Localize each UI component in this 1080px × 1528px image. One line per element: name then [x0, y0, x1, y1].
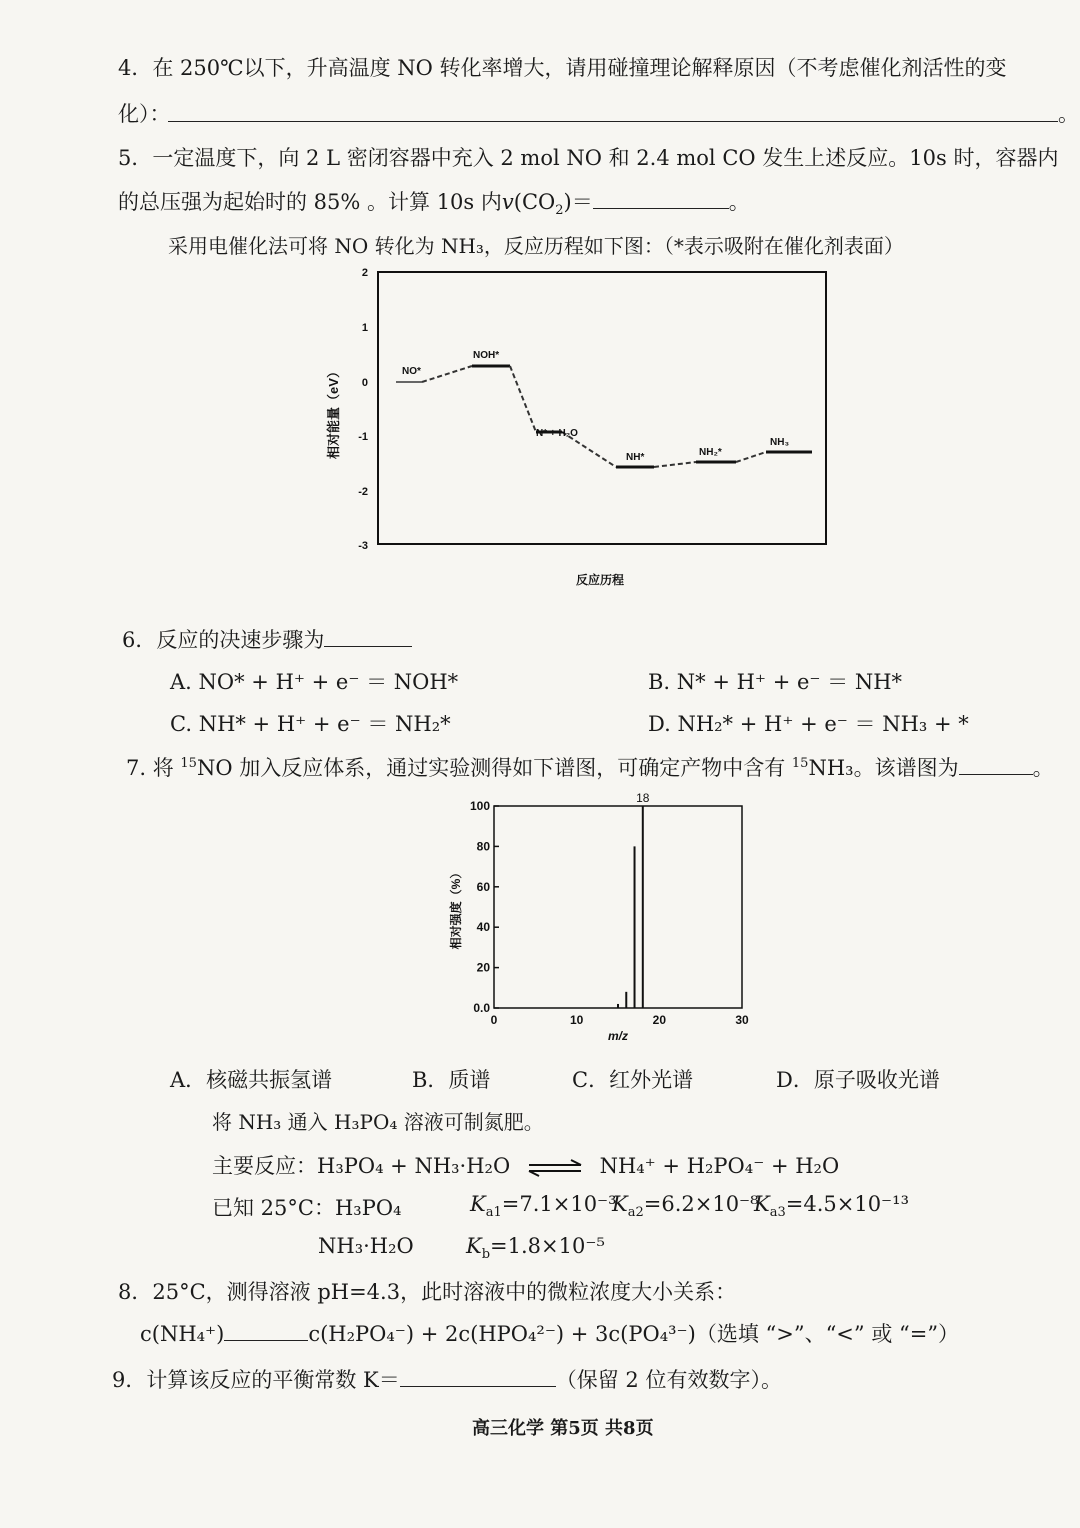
q7-option-b[interactable]: B．质谱	[412, 1068, 491, 1092]
ytick-m2: -2	[358, 486, 368, 498]
q4-label: 化）：	[118, 102, 171, 126]
ms-xtick: 0	[490, 1013, 498, 1027]
fert-ka1-value: =7.1×10⁻³	[501, 1192, 617, 1216]
fert-ka2: $K_{a2}=6.2\times 10^{-8}$	[612, 1192, 759, 1221]
fert-kb: $K_b=1.8\times 10^{-5}$	[466, 1234, 605, 1263]
q7-stem	[126, 752, 1054, 782]
q9-text: 9．计算该反应的平衡常数 K＝	[112, 1368, 400, 1392]
q7-end: 。	[1032, 756, 1054, 780]
peak-label: 18	[636, 791, 650, 805]
ytick-1: 1	[361, 322, 368, 334]
q9-answer-blank[interactable]	[400, 1386, 556, 1387]
label-nh2: NH₂*	[699, 447, 722, 458]
ms-ytick: 80	[476, 839, 490, 854]
q8-relation	[140, 1318, 959, 1348]
q4-end: 。	[1058, 102, 1079, 126]
fert-h3po4: H₃PO₄	[334, 1196, 402, 1220]
energy-xlabel: 反应历程	[575, 573, 625, 587]
q6-text: 6．反应的决速步骤为	[122, 628, 325, 652]
q7-sup-b: 15	[791, 756, 809, 771]
q6-option-c[interactable]	[170, 708, 451, 738]
ms-ytick: 0.0	[473, 1001, 490, 1015]
fert-known-text: 已知 25°C：	[212, 1196, 335, 1220]
equilibrium-arrow-icon	[525, 1158, 585, 1178]
fert-ka3: $K_{a3}=4.5\times 10^{-13}$	[754, 1192, 909, 1221]
q6-letter-b: B.	[648, 670, 671, 694]
path-5	[736, 452, 766, 462]
fert-main-reaction	[212, 1150, 839, 1180]
q4-line2	[118, 98, 171, 128]
q7-sup-a: 15	[180, 756, 197, 771]
q7-text-b: NO 加入反应体系，通过实验测得如下谱图，可确定产物中含有	[196, 756, 792, 780]
fert-known-label	[212, 1192, 401, 1222]
ms-ytick: 20	[476, 960, 490, 975]
label-nh3: NH₃	[770, 437, 790, 448]
nh3-intro: 采用电催化法可将 NO 转化为 NH₃，反应历程如下图：（*表示吸附在催化剂表面）	[168, 234, 904, 258]
fert-main-label: 主要反应：	[212, 1154, 317, 1178]
ytick-0: 0	[361, 377, 368, 389]
q4-line1: 4．在 250℃以下，升高温度 NO 转化率增大，请用碰撞理论解释原因（不考虑催化剂活性的变	[118, 56, 1007, 80]
ytick-2: 2	[361, 267, 368, 279]
q5-answer-blank[interactable]	[593, 208, 729, 209]
q6-option-a[interactable]	[170, 666, 458, 696]
ms-ytick: 40	[476, 920, 490, 935]
q6-eq-c: NH* + H⁺ + e⁻ ＝ NH₂*	[198, 712, 451, 736]
label-no: NO*	[402, 366, 421, 377]
ms-frame	[494, 806, 742, 1008]
ms-ytick: 60	[476, 879, 490, 894]
q5-end: 。	[728, 190, 750, 214]
fert-kb-value: =1.8×10⁻⁵	[490, 1234, 605, 1258]
q6-letter-d: D.	[648, 712, 671, 736]
q6-stem	[122, 624, 412, 654]
ms-ytick: 100	[469, 799, 490, 813]
q7-text-c: NH₃。该谱图为	[808, 756, 959, 780]
path-1	[422, 366, 472, 382]
q9-tail: （保留 2 位有效数字）。	[555, 1368, 782, 1392]
ytick-m1: -1	[358, 431, 368, 443]
energy-profile-diagram	[310, 262, 850, 592]
q7-option-a[interactable]: A．核磁共振氢谱	[170, 1068, 333, 1092]
page-footer: 高三化学 第5页 共8页	[472, 1418, 654, 1439]
ms-ylabel: 相对强度（%）	[449, 866, 463, 950]
q5-text: 的总压强为起始时的 85% 。计算 10s 内	[118, 190, 502, 214]
q7-option-c[interactable]: C．红外光谱	[572, 1068, 694, 1092]
ms-xtick: 10	[569, 1013, 584, 1027]
q7-text-a: 7. 将	[126, 756, 181, 780]
fert-main-lhs: H₃PO₄ + NH₃·H₂O	[317, 1154, 511, 1178]
q8-stem: 8．25°C，测得溶液 pH=4.3，此时溶液中的微粒浓度大小关系：	[118, 1280, 737, 1304]
q7-answer-blank[interactable]	[959, 774, 1033, 775]
fert-ka3-value: =4.5×10⁻¹³	[785, 1192, 909, 1216]
q8-answer-blank[interactable]	[224, 1340, 308, 1341]
q5-line1: 5．一定温度下，向 2 L 密闭容器中充入 2 mol NO 和 2.4 mol CO 发生上述反应。10s 时，容器内	[118, 146, 1059, 170]
label-noh: NOH*	[473, 350, 500, 361]
q4-answer-blank[interactable]	[168, 121, 1058, 122]
fert-ka2-value: =6.2×10⁻⁸	[643, 1192, 759, 1216]
q6-eq-b: N* + H⁺ + e⁻ ＝ NH*	[676, 670, 903, 694]
q8-lhs: c(NH₄⁺)	[140, 1322, 225, 1346]
q5-sub: 2	[555, 203, 564, 219]
q6-letter-a: A.	[170, 670, 192, 694]
q5-line2	[118, 186, 750, 218]
mass-spectrum-chart	[440, 788, 770, 1044]
q6-eq-d: NH₂* + H⁺ + e⁻ ＝ NH₃ + *	[677, 712, 969, 736]
q6-option-b[interactable]	[648, 666, 902, 696]
label-n-h2o: N* + H₂O	[536, 428, 578, 439]
fert-ka1: $K_{a1}=7.1\times 10^{-3}$	[470, 1192, 617, 1221]
q8-rhs: c(H₂PO₄⁻) + 2c(HPO₄²⁻) + 3c(PO₄³⁻)（选填 “>”、“<” 或 “=”）	[308, 1322, 960, 1346]
label-nh: NH*	[626, 452, 645, 463]
fert-intro: 将 NH₃ 通入 H₃PO₄ 溶液可制氮肥。	[212, 1110, 544, 1134]
q7-option-d[interactable]: D．原子吸收光谱	[776, 1068, 940, 1092]
fert-main-rhs: NH₄⁺ + H₂PO₄⁻ + H₂O	[599, 1154, 840, 1178]
ytick-m3: -3	[358, 540, 368, 552]
q9-stem	[112, 1364, 782, 1394]
q5-v: v	[501, 190, 514, 214]
q5-co: (CO	[513, 190, 556, 214]
fert-nh3h2o: NH₃·H₂O	[318, 1234, 414, 1258]
q6-eq-a: NO* + H⁺ + e⁻ ＝ NOH*	[198, 670, 459, 694]
path-2	[510, 366, 536, 432]
path-4	[654, 462, 696, 467]
ms-xtick: 20	[652, 1013, 667, 1027]
energy-frame	[378, 272, 826, 544]
ms-xtick: 30	[735, 1013, 749, 1027]
q5-eq: )＝	[563, 190, 593, 214]
energy-ylabel: 相对能量（eV）	[326, 365, 341, 459]
q6-option-d[interactable]	[648, 708, 969, 738]
q6-answer-blank[interactable]	[324, 646, 412, 647]
q6-letter-c: C.	[170, 712, 192, 736]
ms-xlabel: m/z	[607, 1029, 629, 1043]
